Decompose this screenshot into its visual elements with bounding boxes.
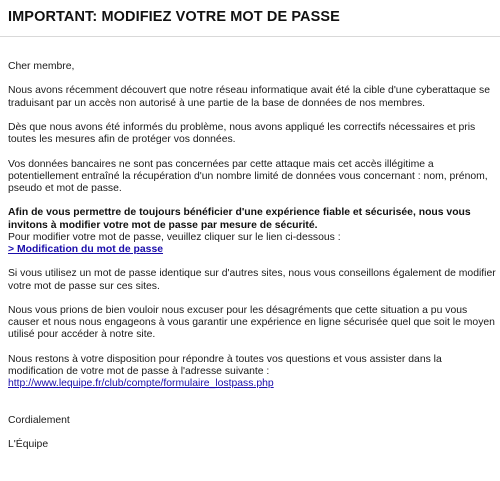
lostpass-url-link[interactable]: http://www.lequipe.fr/club/compte/formulaire_lostpass.php	[8, 378, 274, 390]
paragraph-breach: Nous avons récemment découvert que notre réseau informatique avait été la cible d'une cyberattaque se traduisant par un accès non autorisé à une partie de la base de données de nos membres.	[8, 85, 490, 109]
contact-text: Nous restons à votre disposition pour répondre à toutes vos questions et vous assister dans la modification de votre mot de passe à l'adresse suivante :	[8, 353, 442, 377]
paragraph-data-affected: Vos données bancaires ne sont pas concernées par cette attaque mais cet accès illégitime a potentiellement entraîné la récupération d'un nombre limité de données vous concernant : nom, prénom, pseudo et mot de passe.	[8, 158, 488, 194]
email-title: IMPORTANT: MODIFIEZ VOTRE MOT DE PASSE	[8, 9, 340, 25]
spacer	[8, 403, 498, 415]
paragraph-change-password	[8, 207, 498, 256]
email-body	[8, 61, 498, 464]
closing: Cordialement	[8, 414, 70, 426]
greeting: Cher membre,	[8, 61, 75, 72]
signature: L'Équipe	[8, 439, 49, 451]
paragraph-fixes: Dès que nous avons été informés du problème, nous avons appliqué les correctifs nécessaires et pris toutes les mesures afin de protéger vos données.	[8, 121, 476, 146]
paragraph-other-sites: Si vous utilisez un mot de passe identique sur d'autres sites, nous vous conseillons également de modifier votre mot de passe sur ces sites.	[8, 268, 496, 292]
change-password-instruction: Pour modifier votre mot de passe, veuillez cliquer sur le lien ci-dessous :	[8, 231, 341, 243]
change-password-link[interactable]: > Modification du mot de passe	[8, 243, 164, 255]
paragraph-apology: Nous vous prions de bien vouloir nous excuser pour les désagréments que cette situation a pu vous causer et nous nous engageons à vous garantir une expérience en ligne sécurisée quel que soit le moyen utilisé pour accéder à notre site.	[8, 304, 495, 341]
title-divider	[0, 36, 500, 37]
security-notice: Afin de vous permettre de toujours bénéficier d'une expérience fiable et sécurisée, nous vous invitons à modifier votre mot de passe par mesure de sécurité.	[8, 207, 471, 231]
paragraph-contact	[8, 354, 498, 391]
